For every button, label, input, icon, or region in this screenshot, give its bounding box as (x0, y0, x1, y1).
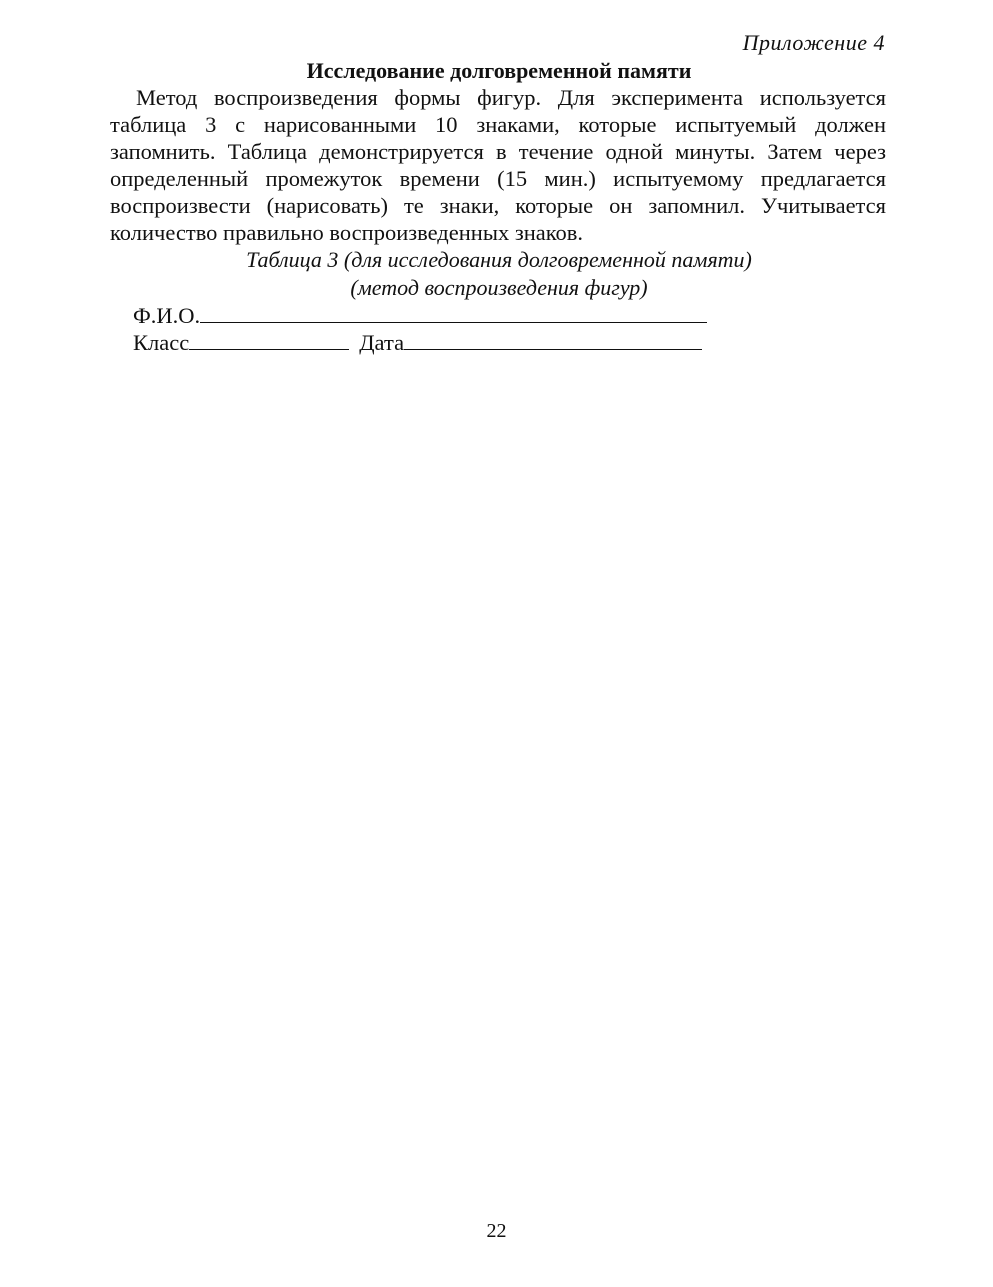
table-caption-line-2: (метод воспроизведения фигур) (350, 275, 648, 300)
class-date-row (133, 329, 702, 356)
appendix-label: Приложение 4 (742, 30, 885, 55)
table-caption (110, 246, 888, 302)
fio-label: Ф.И.О. (133, 303, 201, 328)
class-blank-line (189, 329, 349, 350)
table-caption-line-1: Таблица 3 (для исследования долговременной памяти) (246, 247, 752, 272)
method-description: Метод воспроизведения формы фигур. Для эксперимента используется таблица 3 с нарисованными 10 знаками, которые испытуемый должен запомнить. Таблица демонстрируется в течение одной минуты. Затем через определенный промежуток времени (15 мин.) испытуемому предлагается воспроизвести (нарисовать) те знаки, которые он запомнил. Учитывается количество правильно воспроизведенных знаков. (110, 85, 886, 245)
document-title: Исследование долговременной памяти (306, 58, 692, 83)
page-number: 22 (486, 1220, 507, 1242)
date-blank-line (404, 329, 702, 350)
class-label: Класс (133, 330, 190, 355)
date-label: Дата (359, 330, 405, 355)
fio-blank-line (200, 302, 707, 323)
fio-row (133, 302, 707, 329)
